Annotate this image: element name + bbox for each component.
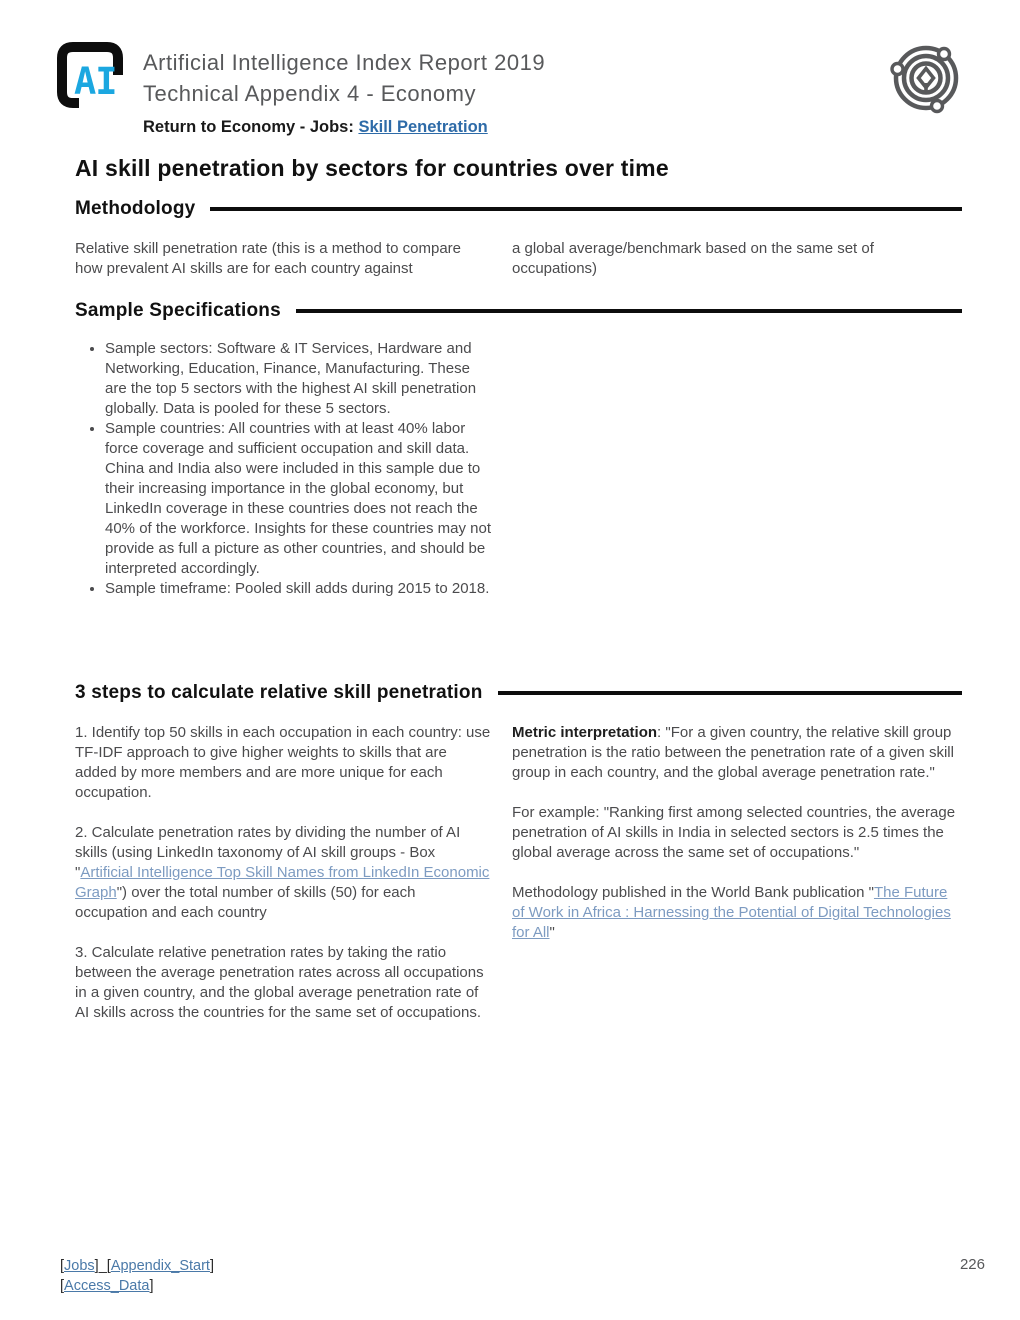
steps-heading-row xyxy=(75,682,962,704)
list-item: • Sample sectors: Software & IT Services, Hardware and Networking, Education, Finance, Manufacturing. These are the top 5 sectors with the highest AI skill penetration globally. Data is pooled for these 5 sectors. xyxy=(105,339,493,419)
report-title-line2: Technical Appendix 4 - Economy xyxy=(143,81,476,106)
methodology-heading-row xyxy=(75,198,962,220)
report-title-line1: Artificial Intelligence Index Report 2019 xyxy=(143,50,546,75)
list-item: • Sample timeframe: Pooled skill adds during 2015 to 2018. xyxy=(105,579,493,599)
step-2-paragraph xyxy=(75,823,492,923)
footer-links-line2 xyxy=(60,1276,214,1296)
worldbank-text: Methodology published in the World Bank publication " xyxy=(512,884,874,901)
separator: _ xyxy=(98,1258,107,1274)
sample-specs-heading-row xyxy=(75,300,962,322)
step-2-text-after: ") over the total number of skills (50) for each occupation and each country xyxy=(75,884,416,921)
methodology-left-column: Relative skill penetration rate (this is a method to compare how prevalent AI skills are for each country against xyxy=(75,240,462,277)
bracket: [ xyxy=(106,1258,111,1274)
return-label: Return to Economy - Jobs: xyxy=(143,118,359,136)
skill-penetration-link[interactable]: Skill Penetration xyxy=(358,118,488,136)
worldbank-paragraph xyxy=(512,883,962,943)
breadcrumb xyxy=(143,118,545,137)
steps-columns xyxy=(75,723,962,1023)
header-text xyxy=(143,47,545,137)
page-title: AI skill penetration by sectors for countries over time xyxy=(75,155,669,181)
footer-links-line1 xyxy=(60,1256,214,1276)
steps-left-column xyxy=(75,723,512,1023)
steps-right-column xyxy=(512,723,962,1023)
steps-section xyxy=(75,682,962,1023)
appendix-start-link[interactable]: Appendix_Start xyxy=(110,1258,210,1274)
metric-interpretation-label: Metric interpretation xyxy=(512,724,658,741)
logo-ai-text: AI xyxy=(74,60,117,103)
heading-rule xyxy=(296,309,962,313)
sample-specs-list xyxy=(75,339,493,599)
bracket: ] xyxy=(94,1258,99,1274)
bracket: ] xyxy=(149,1278,154,1294)
methodology-right-column: a global average/benchmark based on the same set of occupations) xyxy=(512,240,874,277)
list-item: • Sample countries: All countries with at least 40% labor force coverage and sufficient occupation and skill data. China and India also were included in this sample due to their increasing importance in the global economy, but LinkedIn coverage in these countries does not reach the 40% of the workforce. Insights for these countries may not provide as full a picture as other countries, and should be interpreted accordingly. xyxy=(105,419,493,579)
page-number: 226 xyxy=(959,1256,985,1273)
jobs-link[interactable]: Jobs xyxy=(64,1258,95,1274)
footer-links xyxy=(60,1256,214,1296)
bracket: ] xyxy=(209,1258,214,1274)
heading-rule xyxy=(210,207,962,211)
metric-interpretation-text: : "For a given country, the relative skill group penetration is the ratio between the penetration rate of a given skill group in each country, and the global average penetration rate." xyxy=(512,724,954,781)
orbit-icon xyxy=(886,36,966,116)
step-1-paragraph: 1. Identify top 50 skills in each occupation in each country: use TF-IDF approach to give higher weights to skills that are added by more members and are more unique for each occupation. xyxy=(75,724,491,801)
worldbank-text-after: " xyxy=(549,924,555,941)
access-data-link[interactable]: Access_Data xyxy=(64,1278,150,1294)
ai-index-logo xyxy=(57,42,143,114)
future-of-work-link[interactable]: The Future of Work in Africa : Harnessing the Potential of Digital Technologies for All xyxy=(512,884,951,941)
step-2-text: 2. Calculate penetration rates by dividing the number of AI skills (using LinkedIn taxonomy of AI skill groups - Box " xyxy=(75,824,461,881)
methodology-heading: Methodology xyxy=(75,198,196,219)
step-3-paragraph: 3. Calculate relative penetration rates by taking the ratio between the average penetration rates across all occupations in a given country, and the global average penetration rate of AI skills across the countries for the same set of occupations. xyxy=(75,944,484,1021)
heading-rule xyxy=(498,691,963,695)
linkedin-skill-names-link[interactable]: Artificial Intelligence Top Skill Names from LinkedIn Economic Graph xyxy=(75,864,490,901)
methodology-section xyxy=(75,198,962,279)
steps-heading: 3 steps to calculate relative skill penetration xyxy=(75,682,483,703)
example-paragraph: For example: "Ranking first among selected countries, the average penetration of AI skills in India in selected sectors is 2.5 times the global average across the same set of occupations." xyxy=(512,804,956,861)
bracket: [ xyxy=(60,1258,65,1274)
sample-specifications-section xyxy=(75,300,962,599)
sample-specs-heading: Sample Specifications xyxy=(75,300,281,321)
bracket: [ xyxy=(60,1278,65,1294)
metric-interpretation-paragraph xyxy=(512,723,962,783)
methodology-columns xyxy=(75,239,962,279)
